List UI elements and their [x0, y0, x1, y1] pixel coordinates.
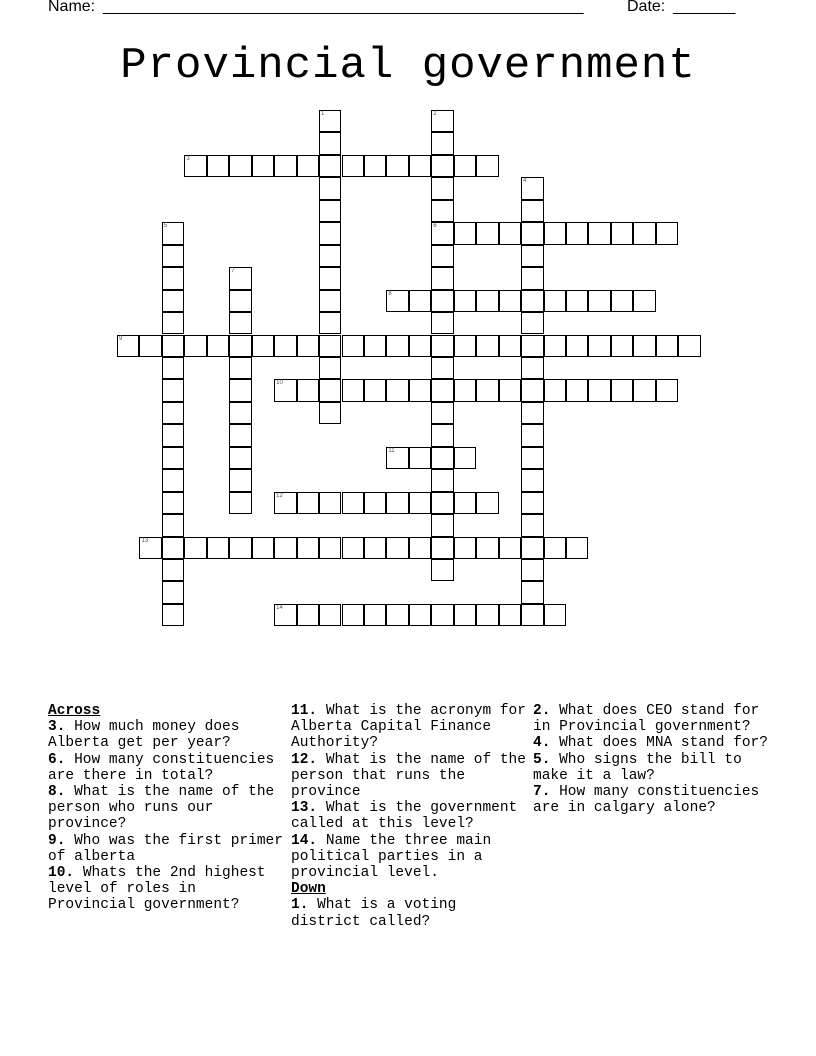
grid-cell[interactable] [521, 581, 543, 603]
grid-cell[interactable] [229, 492, 251, 514]
grid-cell[interactable] [656, 379, 678, 401]
grid-cell[interactable] [544, 222, 566, 244]
clue-number: 1. [291, 897, 309, 914]
grid-cell[interactable] [409, 537, 431, 559]
down-heading: Down [291, 881, 326, 898]
grid-cell[interactable] [521, 559, 543, 581]
grid-cell[interactable] [454, 335, 476, 357]
grid-cell[interactable] [297, 537, 319, 559]
grid-cell[interactable] [297, 335, 319, 357]
grid-cell[interactable] [431, 424, 453, 446]
clue-down-2 [533, 703, 768, 735]
grid-cell[interactable] [319, 132, 341, 154]
grid-cell[interactable] [521, 245, 543, 267]
grid-cell[interactable] [342, 379, 364, 401]
grid-cell[interactable] [319, 222, 341, 244]
grid-cell[interactable] [499, 604, 521, 626]
clue-text: What is a voting district called? [291, 897, 457, 930]
grid-cell[interactable] [364, 155, 386, 177]
clue-down-1 [291, 897, 526, 929]
grid-cell[interactable] [319, 335, 341, 357]
grid-cell[interactable] [386, 447, 408, 469]
grid-cell[interactable] [431, 177, 453, 199]
name-label: Name: [48, 0, 96, 15]
grid-cell[interactable] [229, 469, 251, 491]
grid-cell[interactable] [454, 492, 476, 514]
grid-cell[interactable] [162, 537, 184, 559]
grid-cell[interactable] [162, 357, 184, 379]
grid-cell[interactable] [274, 155, 296, 177]
grid-cell[interactable] [588, 290, 610, 312]
grid-cell[interactable] [162, 402, 184, 424]
grid-cell[interactable] [162, 469, 184, 491]
grid-cell[interactable] [319, 537, 341, 559]
cell-number: 2 [433, 111, 437, 117]
grid-cell[interactable] [229, 267, 251, 289]
grid-cell[interactable] [229, 290, 251, 312]
grid-cell[interactable] [229, 312, 251, 334]
grid-cell[interactable] [274, 335, 296, 357]
grid-cell[interactable] [139, 335, 161, 357]
grid-cell[interactable] [364, 604, 386, 626]
clue-number: 5. [533, 751, 551, 768]
grid-cell[interactable] [431, 110, 453, 132]
grid-cell[interactable] [162, 581, 184, 603]
clue-text: What is the name of the person that runs the province [291, 751, 526, 801]
clue-text: Who signs the bill to make it a law? [533, 751, 742, 784]
grid-cell[interactable] [229, 402, 251, 424]
grid-cell[interactable] [431, 290, 453, 312]
grid-cell[interactable] [521, 447, 543, 469]
grid-cell[interactable] [319, 245, 341, 267]
grid-cell[interactable] [229, 155, 251, 177]
clue-text: What is the acronym for Alberta Capital Finance Authority? [291, 703, 526, 752]
grid-cell[interactable] [342, 492, 364, 514]
clue-text: Whats the 2nd highest level of roles in Provincial government? [48, 865, 266, 914]
cell-number: 12 [276, 492, 283, 499]
cell-number: 7 [231, 268, 235, 275]
date-label: Date: [627, 0, 666, 15]
grid-cell[interactable] [454, 379, 476, 401]
grid-cell[interactable] [566, 335, 588, 357]
clue-number: 4. [533, 735, 551, 752]
cell-number: 1 [321, 111, 325, 117]
clues-column-1 [48, 703, 283, 914]
cell-number: 6 [433, 223, 437, 230]
grid-cell[interactable] [229, 447, 251, 469]
grid-cell[interactable] [566, 379, 588, 401]
grid-cell[interactable] [319, 267, 341, 289]
grid-cell[interactable] [386, 335, 408, 357]
grid-cell[interactable] [544, 537, 566, 559]
clue-text: What does CEO stand for in Provincial government? [533, 703, 760, 736]
grid-cell[interactable] [566, 290, 588, 312]
grid-cell[interactable] [633, 379, 655, 401]
date-line: _______ [673, 0, 736, 15]
grid-cell[interactable] [588, 379, 610, 401]
clue-text: What is the name of the person who runs our province? [48, 784, 275, 833]
clue-number: 2. [533, 703, 551, 719]
grid-cell[interactable] [319, 177, 341, 199]
grid-cell[interactable] [454, 447, 476, 469]
grid-cell[interactable] [409, 447, 431, 469]
grid-cell[interactable] [656, 222, 678, 244]
grid-cell[interactable] [409, 155, 431, 177]
grid-cell[interactable] [521, 492, 543, 514]
grid-cell[interactable] [252, 155, 274, 177]
grid-cell[interactable] [476, 155, 498, 177]
grid-cell[interactable] [633, 290, 655, 312]
grid-cell[interactable] [386, 379, 408, 401]
grid-cell[interactable] [162, 559, 184, 581]
grid-cell[interactable] [274, 492, 296, 514]
clue-number: 10. [48, 865, 75, 882]
grid-cell[interactable] [431, 155, 453, 177]
grid-cell[interactable] [229, 335, 251, 357]
grid-cell[interactable] [274, 379, 296, 401]
grid-cell[interactable] [184, 155, 206, 177]
grid-cell[interactable] [409, 335, 431, 357]
clue-number: 7. [533, 784, 551, 801]
grid-cell[interactable] [297, 155, 319, 177]
grid-cell[interactable] [454, 604, 476, 626]
grid-cell[interactable] [499, 537, 521, 559]
grid-cell[interactable] [476, 492, 498, 514]
grid-cell[interactable] [454, 290, 476, 312]
grid-cell[interactable] [431, 604, 453, 626]
grid-cell[interactable] [544, 604, 566, 626]
grid-cell[interactable] [431, 222, 453, 244]
grid-cell[interactable] [521, 200, 543, 222]
grid-cell[interactable] [499, 222, 521, 244]
grid-cell[interactable] [386, 155, 408, 177]
grid-cell[interactable] [521, 335, 543, 357]
grid-cell[interactable] [521, 402, 543, 424]
grid-cell[interactable] [297, 604, 319, 626]
grid-cell[interactable] [431, 312, 453, 334]
grid-cell[interactable] [319, 290, 341, 312]
clue-text: What is the government called at this level? [291, 800, 518, 833]
grid-cell[interactable] [364, 335, 386, 357]
grid-cell[interactable] [252, 537, 274, 559]
grid-cell[interactable] [117, 335, 139, 357]
clue-number: 9. [48, 832, 66, 849]
grid-cell[interactable] [162, 222, 184, 244]
clue-text: What does MNA stand for? [559, 735, 768, 752]
clue-across-14 [291, 833, 526, 882]
grid-cell[interactable] [409, 379, 431, 401]
grid-cell[interactable] [274, 604, 296, 626]
clue-across-11 [291, 703, 526, 752]
grid-cell[interactable] [544, 290, 566, 312]
grid-cell[interactable] [521, 177, 543, 199]
grid-cell[interactable] [499, 290, 521, 312]
grid-cell[interactable] [297, 379, 319, 401]
grid-cell[interactable] [252, 335, 274, 357]
grid-cell[interactable] [476, 604, 498, 626]
grid-cell[interactable] [162, 290, 184, 312]
grid-cell[interactable] [431, 402, 453, 424]
grid-cell[interactable] [162, 312, 184, 334]
clue-across-10 [48, 865, 283, 914]
grid-cell[interactable] [386, 537, 408, 559]
grid-cell[interactable] [633, 222, 655, 244]
grid-cell[interactable] [499, 335, 521, 357]
clue-number: 8. [48, 784, 66, 801]
clue-number: 13. [291, 800, 318, 817]
grid-cell[interactable] [364, 379, 386, 401]
cell-number: 11 [388, 447, 395, 454]
grid-cell[interactable] [521, 222, 543, 244]
grid-cell[interactable] [162, 514, 184, 536]
clue-across-9 [48, 833, 283, 865]
grid-cell[interactable] [431, 537, 453, 559]
grid-cell[interactable] [162, 492, 184, 514]
grid-cell[interactable] [431, 514, 453, 536]
clues-column-2 [291, 703, 526, 930]
grid-cell[interactable] [521, 424, 543, 446]
grid-cell[interactable] [274, 537, 296, 559]
grid-cell[interactable] [521, 469, 543, 491]
grid-cell[interactable] [229, 357, 251, 379]
page-title: Provincial government [120, 41, 696, 91]
grid-cell[interactable] [409, 290, 431, 312]
grid-cell[interactable] [431, 132, 453, 154]
grid-cell[interactable] [521, 290, 543, 312]
grid-cell[interactable] [454, 537, 476, 559]
grid-cell[interactable] [162, 335, 184, 357]
clue-down-7 [533, 784, 768, 816]
grid-cell[interactable] [409, 604, 431, 626]
grid-cell[interactable] [566, 537, 588, 559]
grid-cell[interactable] [521, 379, 543, 401]
grid-cell[interactable] [431, 200, 453, 222]
clue-across-8 [48, 784, 283, 833]
grid-cell[interactable] [431, 267, 453, 289]
grid-cell[interactable] [319, 155, 341, 177]
grid-cell[interactable] [476, 379, 498, 401]
grid-cell[interactable] [319, 357, 341, 379]
grid-cell[interactable] [162, 267, 184, 289]
cell-number: 3 [186, 155, 190, 162]
across-heading: Across [48, 703, 101, 719]
grid-cell[interactable] [544, 335, 566, 357]
grid-cell[interactable] [521, 312, 543, 334]
grid-cell[interactable] [431, 469, 453, 491]
clue-number: 6. [48, 751, 66, 768]
grid-cell[interactable] [342, 155, 364, 177]
grid-cell[interactable] [229, 537, 251, 559]
grid-cell[interactable] [431, 335, 453, 357]
clue-text: Who was the first primer of alberta [48, 832, 283, 865]
grid-cell[interactable] [431, 492, 453, 514]
grid-cell[interactable] [431, 447, 453, 469]
grid-cell[interactable] [521, 537, 543, 559]
grid-cell[interactable] [184, 335, 206, 357]
grid-cell[interactable] [207, 335, 229, 357]
grid-cell[interactable] [521, 604, 543, 626]
grid-cell[interactable] [319, 379, 341, 401]
grid-cell[interactable] [566, 222, 588, 244]
grid-cell[interactable] [229, 379, 251, 401]
grid-cell[interactable] [319, 604, 341, 626]
clue-number: 11. [291, 703, 318, 719]
grid-cell[interactable] [319, 110, 341, 132]
grid-cell[interactable] [139, 537, 161, 559]
clue-number: 3. [48, 719, 66, 736]
grid-cell[interactable] [297, 492, 319, 514]
grid-cell[interactable] [476, 222, 498, 244]
grid-cell[interactable] [521, 514, 543, 536]
grid-cell[interactable] [364, 537, 386, 559]
grid-cell[interactable] [476, 335, 498, 357]
grid-cell[interactable] [319, 312, 341, 334]
grid-cell[interactable] [521, 267, 543, 289]
clue-text: Name the three main political parties in a provincial level. [291, 832, 492, 882]
grid-cell[interactable] [611, 290, 633, 312]
clue-number: 14. [291, 832, 318, 849]
grid-cell[interactable] [431, 559, 453, 581]
grid-cell[interactable] [386, 290, 408, 312]
clue-across-6 [48, 752, 283, 784]
cell-number: 10 [276, 380, 283, 387]
grid-cell[interactable] [409, 492, 431, 514]
grid-cell[interactable] [162, 424, 184, 446]
clue-number: 12. [291, 751, 318, 768]
grid-cell[interactable] [611, 222, 633, 244]
clue-text: How much money does Alberta get per year? [48, 719, 240, 752]
grid-cell[interactable] [162, 379, 184, 401]
cell-number: 4 [523, 178, 527, 185]
name-line: ______________________________________________________ [103, 0, 584, 15]
grid-cell[interactable] [319, 492, 341, 514]
clue-across-3 [48, 719, 283, 751]
grid-cell[interactable] [342, 604, 364, 626]
grid-cell[interactable] [431, 357, 453, 379]
grid-cell[interactable] [184, 537, 206, 559]
grid-cell[interactable] [319, 402, 341, 424]
grid-cell[interactable] [431, 245, 453, 267]
grid-cell[interactable] [386, 604, 408, 626]
grid-cell[interactable] [588, 335, 610, 357]
grid-cell[interactable] [207, 537, 229, 559]
clue-across-12 [291, 752, 526, 801]
cell-number: 13 [141, 537, 149, 544]
grid-cell[interactable] [611, 379, 633, 401]
grid-cell[interactable] [162, 245, 184, 267]
grid-cell[interactable] [342, 537, 364, 559]
grid-cell[interactable] [544, 379, 566, 401]
clue-text: How many constituencies are in calgary alone? [533, 784, 760, 817]
grid-cell[interactable] [678, 335, 700, 357]
grid-cell[interactable] [319, 200, 341, 222]
clue-across-13 [291, 800, 526, 832]
grid-cell[interactable] [588, 222, 610, 244]
grid-cell[interactable] [499, 379, 521, 401]
grid-cell[interactable] [364, 492, 386, 514]
grid-cell[interactable] [656, 335, 678, 357]
clues-column-3 [533, 703, 768, 816]
grid-cell[interactable] [386, 492, 408, 514]
grid-cell[interactable] [633, 335, 655, 357]
cell-number: 14 [276, 604, 283, 611]
cell-number: 5 [163, 223, 168, 230]
grid-cell[interactable] [207, 155, 229, 177]
grid-cell[interactable] [162, 604, 184, 626]
clue-down-5 [533, 752, 768, 784]
grid-cell[interactable] [454, 222, 476, 244]
grid-cell[interactable] [611, 335, 633, 357]
grid-cell[interactable] [229, 424, 251, 446]
clue-down-4 [533, 735, 768, 751]
grid-cell[interactable] [342, 335, 364, 357]
grid-cell[interactable] [521, 357, 543, 379]
grid-cell[interactable] [476, 537, 498, 559]
grid-cell[interactable] [476, 290, 498, 312]
clue-text: How many constituencies are there in total? [48, 751, 275, 784]
cell-number: 8 [388, 290, 392, 297]
grid-cell[interactable] [162, 447, 184, 469]
grid-cell[interactable] [454, 155, 476, 177]
cell-number: 9 [119, 335, 123, 342]
grid-cell[interactable] [431, 379, 453, 401]
